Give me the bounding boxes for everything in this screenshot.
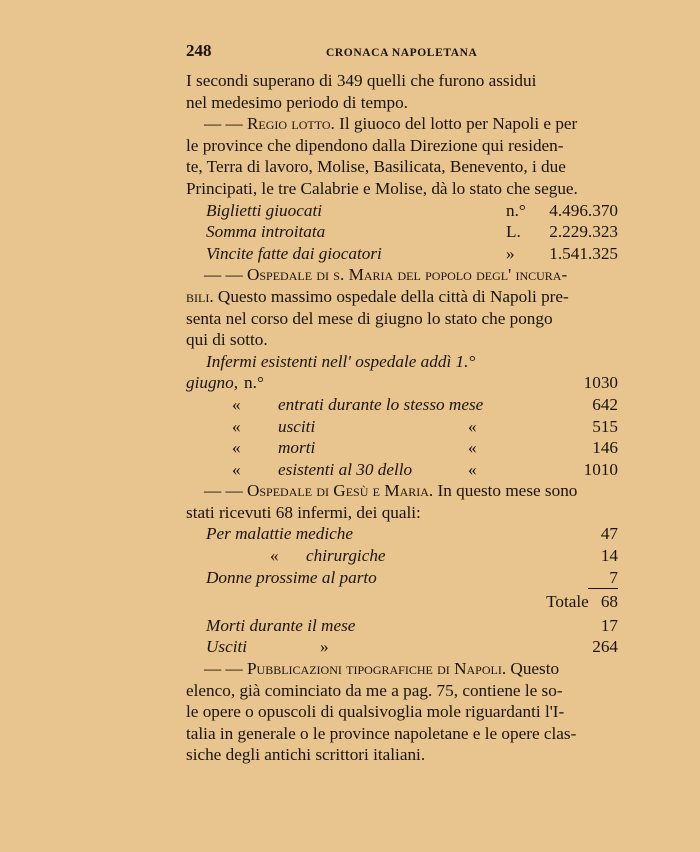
ospedale-row-label: esistenti al 30 dello [278, 459, 413, 479]
ospedale-row-label: usciti [278, 416, 316, 436]
lotto-row-unit: » [506, 243, 515, 263]
lotto-line-2: le province che dipendono dalla Direzione qui residen- [186, 135, 564, 155]
ditto-mark: « [468, 438, 477, 458]
pubblicazioni-line-2: elenco, già cominciato da me a pag. 75, contiene le so- [186, 680, 563, 700]
gesu-morti-label: Morti durante il mese [206, 615, 356, 635]
lotto-row-value: 4.496.370 [549, 200, 618, 220]
lotto-row-value: 2.229.323 [549, 222, 618, 242]
ospedale-row-entrati [186, 394, 618, 416]
gesu-row-value: 7 [609, 567, 618, 587]
ospedale-row-morti [186, 437, 618, 459]
ospedale-row-label: morti [278, 438, 316, 458]
gesu-paragraph [186, 480, 618, 502]
ospedale-row-label: entrati durante lo stesso mese [278, 394, 484, 414]
lotto-row-biglietti [186, 200, 618, 222]
gesu-row-label: Per malattie mediche [206, 524, 354, 544]
ospedale-first-value: 1030 [583, 373, 618, 393]
ospedale-row-esistenti [186, 459, 618, 481]
lotto-paragraph [186, 113, 618, 135]
ditto-mark: « [232, 394, 241, 414]
ditto-mark: « [468, 459, 477, 479]
ospedale-line-4: qui di sotto. [186, 330, 268, 350]
lotto-line-3: te, Terra di lavoro, Molise, Basilicata, Benevento, i due [186, 157, 566, 177]
page-header [186, 40, 618, 70]
gesu-row-mediche [186, 523, 618, 545]
gesu-row-value: 47 [600, 524, 618, 544]
ospedale-row-usciti [186, 416, 618, 438]
lotto-heading: Regio lotto. [246, 114, 335, 134]
ospedale-row-value: 1010 [583, 459, 618, 479]
ospedale-first-row-cont [186, 372, 618, 394]
gesu-row-label: Donne prossime al parto [206, 567, 377, 587]
ditto-mark: » [320, 637, 329, 657]
gesu-row-parto [186, 567, 618, 589]
pubblicazioni-line-3: le opere o opuscoli di qualsivoglia mole riguardanti l'I- [186, 702, 565, 722]
gesu-usciti-label: Usciti [206, 637, 248, 657]
ospedale-heading-end: bili. [186, 286, 214, 306]
lotto-row-unit: L. [506, 222, 521, 242]
ospedale-first-row [186, 351, 618, 373]
ospedale-line-2-text: Questo massimo ospedale della città di Napoli pre- [217, 286, 569, 306]
ditto-mark: « [232, 438, 241, 458]
gesu-morti-value: 17 [600, 615, 618, 635]
lotto-line-4: Principati, le tre Calabrie e Molise, dà lo stato che segue. [186, 178, 578, 198]
pubblicazioni-line-4: talia in generale o le province napoletane e le opere clas- [186, 723, 577, 743]
ditto-mark: « [468, 416, 477, 436]
gesu-line-1: In questo mese sono [437, 481, 578, 501]
ospedale-first-label: Infermi esistenti nell' ospedale addì 1.° [206, 351, 476, 371]
intro-line-2: nel medesimo periodo di tempo. [186, 92, 408, 112]
ospedale-row-value: 146 [592, 438, 618, 458]
gesu-total-value: 68 [600, 592, 618, 612]
ospedale-row-value: 642 [592, 394, 618, 414]
pubblicazioni-line-5: siche degli antichi scrittori italiani. [186, 745, 426, 765]
gesu-total-row [186, 591, 618, 613]
gesu-dash: — — [204, 481, 243, 501]
pubblicazioni-dash: — — [204, 659, 243, 679]
pubblicazioni-paragraph [186, 658, 618, 680]
lotto-row-vincite [186, 243, 618, 265]
pubblicazioni-heading: Pubblicazioni tipografiche di Napoli. [246, 659, 507, 679]
intro-line-1: I secondi superano di 349 quelli che furono assidui [186, 71, 537, 90]
lotto-row-label: Biglietti giuocati [206, 200, 322, 220]
lotto-row-label: Somma introitata [206, 222, 326, 242]
lotto-row-label: Vincite fatte dai giocatori [206, 243, 382, 263]
gesu-total-label: Totale [546, 592, 589, 612]
gesu-row-value: 14 [600, 546, 618, 566]
lotto-dash: — — [204, 114, 243, 134]
ospedale-line-2 [186, 286, 618, 308]
lotto-line-1: Il giuoco del lotto per Napoli e per [339, 114, 578, 134]
ospedale-row-value: 515 [592, 416, 618, 436]
pubblicazioni-line-1: Questo [510, 659, 560, 679]
ditto-mark: « [270, 546, 279, 566]
book-page [186, 40, 618, 766]
ditto-mark: « [232, 459, 241, 479]
gesu-heading: Ospedale di Gesù e Maria. [246, 481, 434, 501]
ospedale-line-3: senta nel corso del mese di giugno lo stato che pongo [186, 308, 553, 328]
gesu-row-usciti [186, 636, 618, 658]
ospedale-first-label-2: giugno, [186, 373, 239, 393]
ospedale-paragraph [186, 264, 618, 286]
ditto-mark: « [232, 416, 241, 436]
ospedale-first-unit: n.° [244, 373, 264, 393]
lotto-row-value: 1.541.325 [549, 243, 618, 263]
page-number: 248 [186, 41, 212, 60]
gesu-row-chirurgiche [186, 545, 618, 567]
gesu-line-2: stati ricevuti 68 infermi, dei quali: [186, 502, 421, 522]
ospedale-dash: — — [204, 265, 243, 285]
gesu-usciti-value: 264 [592, 637, 618, 657]
running-title: CRONACA NAPOLETANA [326, 47, 478, 59]
lotto-row-somma [186, 221, 618, 243]
gesu-row-morti [186, 615, 618, 637]
gesu-row-label: chirurgiche [306, 546, 386, 566]
lotto-row-unit: n.° [506, 200, 526, 220]
ospedale-heading: Ospedale di s. Maria del popolo degl' incura- [246, 265, 568, 285]
total-rule-wrap [186, 588, 618, 591]
total-rule [588, 588, 618, 589]
